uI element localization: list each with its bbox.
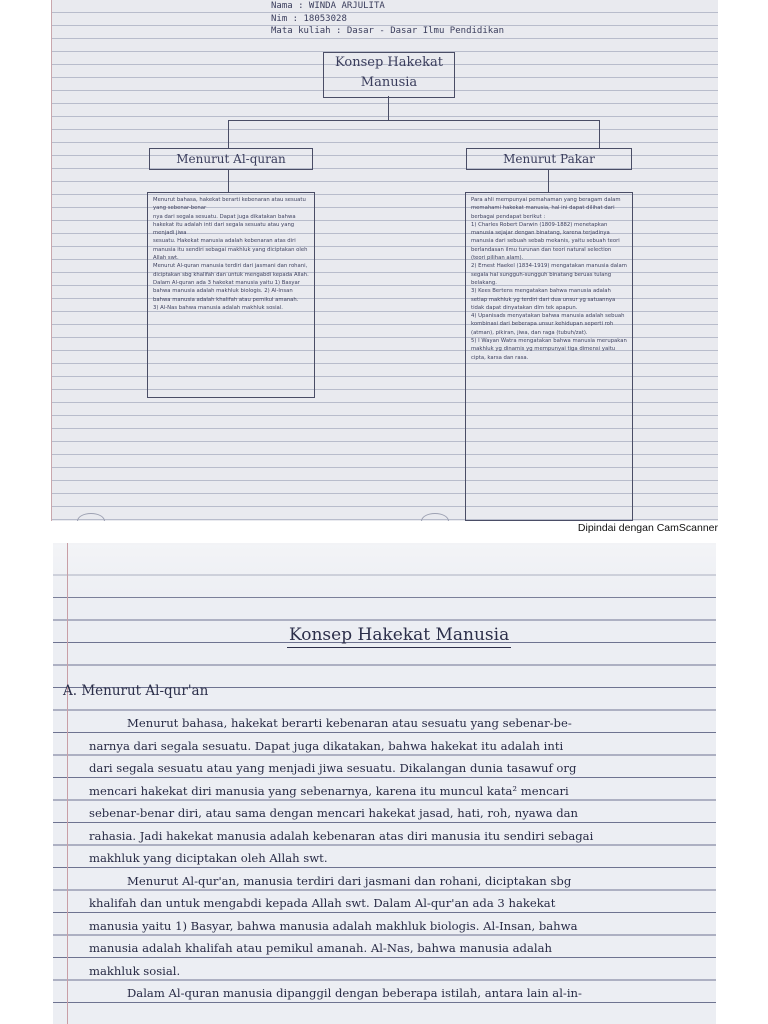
right-branch-heading <box>466 148 632 170</box>
left-branch-heading <box>149 148 313 170</box>
text-line: rahasia. Jadi hakekat manusia adalah kebenaran atas diri manusia itu sendiri sebagai <box>89 828 594 843</box>
connector-right <box>599 120 600 148</box>
text-line: manusia adalah khalifah atau pemikul amanah. Al-Nas, bahwa manusia adalah <box>89 941 552 955</box>
left-text-paragraph: Menurut Al-quran manusia terdiri dari jasmani dan rohani, diciptakan sbg khalifah dan untuk mengabdi kepada Allah. <box>153 263 309 278</box>
student-info <box>271 0 591 38</box>
text-line: dari segala sesuatu atau yang menjadi jiwa sesuatu. Dikalangan dunia tasawuf org <box>89 761 577 775</box>
handwritten-body <box>53 712 716 1005</box>
text-line: narnya dari segala sesuatu. Dapat juga dikatakan, bahwa hakekat itu adalah inti <box>89 738 564 753</box>
camscanner-watermark: Dipindai dengan CamScanner <box>577 522 718 534</box>
left-text-paragraph: sesuatu. Hakekat manusia adalah kebenaran atas diri manusia itu sendiri sebagai makhluk yang diciptakan oleh Allah swt. <box>153 238 308 262</box>
scanned-page-2 <box>53 543 716 1024</box>
connector-left-down <box>228 170 229 192</box>
right-text-paragraph: Para ahli mempunyai pemahaman yang beragam dalam memahami hakekat manusia, hal ini dapat dilihat dari berbagai pendapat berikut : <box>471 197 621 220</box>
connector-horizontal <box>228 120 599 121</box>
connector-left <box>228 120 229 148</box>
section-heading: A. Menurut Al-qur'an <box>63 683 209 699</box>
left-text-paragraph: Dalam Al-quran ada 3 hakekat manusia yaitu 1) Basyar bahwa manusia adalah makhluk biologis. 2) Al-Insan bahwa manusia adalah khalifah atau pemikul amanah. <box>153 279 300 303</box>
binder-ring-icon <box>421 513 449 521</box>
binder-ring-icon <box>77 513 105 521</box>
page-title: Konsep Hakekat Manusia <box>289 625 510 645</box>
left-text-paragraph: 3) Al-Nas bahwa manusia adalah makhluk sosial. <box>153 304 283 311</box>
text-line: manusia yaitu 1) Basyar, bahwa manusia adalah makhluk biologis. Al-Insan, bahwa <box>89 918 578 933</box>
text-line: Menurut Al-qur'an, manusia terdiri dari jasmani dan rohani, diciptakan sbg <box>127 873 572 888</box>
connector-vertical-main <box>388 96 389 120</box>
text-line: Menurut bahasa, hakekat berarti kebenaran atau sesuatu yang sebenar-be- <box>127 716 572 730</box>
left-text-box <box>147 192 315 398</box>
mindmap-title-line1: Konsep Hakekat <box>335 55 443 70</box>
left-branch-label: Menurut Al-quran <box>176 152 286 166</box>
text-line: khalifah dan untuk mengabdi kepada Allah swt. Dalam Al-qur'an ada 3 hakekat <box>89 896 556 910</box>
mindmap-title-line2: Manusia <box>360 75 418 90</box>
left-text-paragraph: nya dari segala sesuatu. Dapat juga dikatakan bahwa hakekat itu adalah inti dari segala sesuatu atau yang menjadi jiwa <box>153 213 296 237</box>
text-line: makhluk sosial. <box>89 963 181 978</box>
scanned-page-1 <box>51 0 718 521</box>
text-line: Dalam Al-quran manusia dipanggil dengan beberapa istilah, antara lain al-in- <box>127 986 582 1000</box>
right-text-paragraph: 2) Ernest Haekel (1834-1919) mengatakan manusia dalam segala hal sungguh-sungguh binatang beruas tulang belakang. <box>471 263 627 286</box>
right-text-paragraph: 1) Charles Robert Darwin (1809-1882) menetapkan manusia sejajar dengan binatang, karena terjadinya manusia dari sebuah sebab mekanis, yaitu sebuah teori berlandasan ilmu turunan dan teori natural selection (teori pilihan alam). <box>471 221 620 262</box>
text-line: mencari hakekat diri manusia yang sebenarnya, karena itu muncul kata² mencari <box>89 783 569 798</box>
student-name: Nama : WINDA ARJULITA <box>271 1 385 11</box>
connector-right-down <box>548 170 549 192</box>
right-text-paragraph: 5) I Wayan Watra mengatakan bahwa manusia merupakan makhluk yg dinamis yg mempunyai tiga dimensi yaitu cipta, karsa dan rasa. <box>471 338 627 361</box>
mindmap-title-box <box>323 52 455 98</box>
right-text-paragraph: 3) Kees Bertens mengatakan bahwa manusia adalah setiap makhluk yg terdiri dari dua unsur yg satuannya tidak dapat dinyatakan dlm tek apapun. <box>471 288 616 311</box>
page-top-fade <box>53 543 716 603</box>
right-branch-label: Menurut Pakar <box>503 152 595 166</box>
right-text-box <box>465 192 633 521</box>
right-text-paragraph: 4) Upanisads menyatakan bahwa manusia adalah sebuah kombinasi dari beberapa unsur kehidupan seperti roh (atman), pikiran, jiwa, dan raga (tubuh/zat). <box>471 313 625 336</box>
text-line: makhluk yang diciptakan oleh Allah swt. <box>89 851 328 865</box>
course-name: Mata kuliah : Dasar - Dasar Ilmu Pendidikan <box>271 26 504 36</box>
text-line: sebenar-benar diri, atau sama dengan mencari hakekat jasad, hati, roh, nyawa dan <box>89 806 578 820</box>
margin-line <box>51 0 52 521</box>
left-text-paragraph: Menurut bahasa, hakekat berarti kebenaran atau sesuatu yang sebenar-benar <box>153 197 306 212</box>
student-nim: Nim : 18053028 <box>271 13 347 24</box>
